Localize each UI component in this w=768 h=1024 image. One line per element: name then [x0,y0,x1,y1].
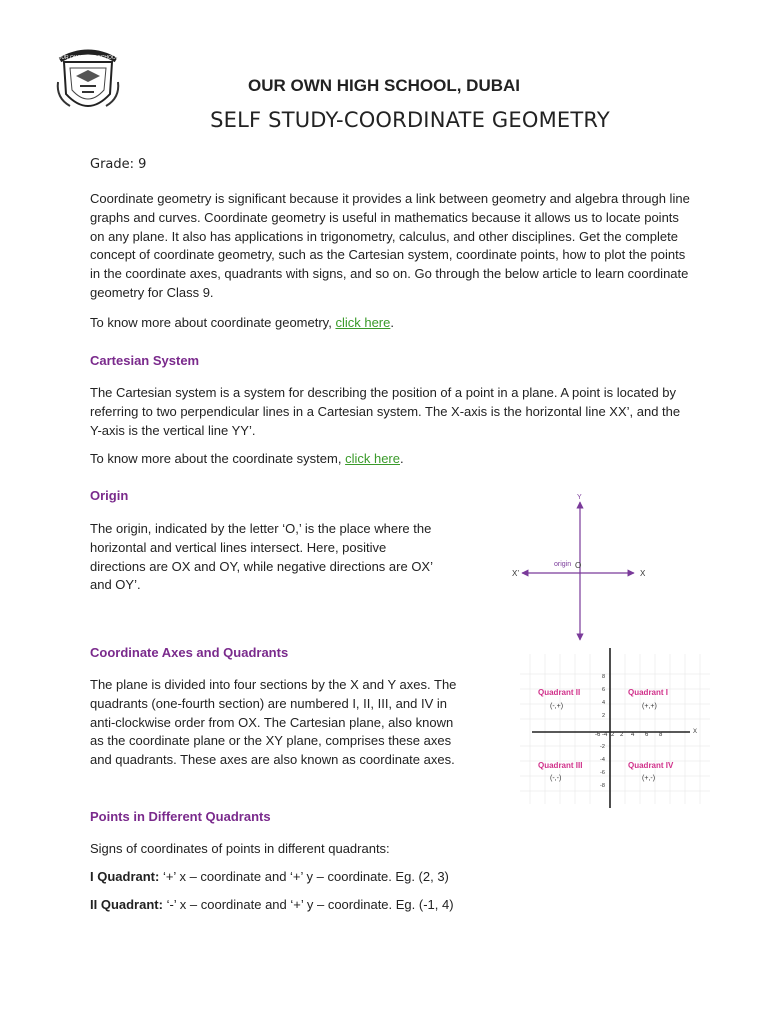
intro-more-suffix: . [390,315,394,330]
quadrant-ii-label: Quadrant II [538,688,581,697]
heading-cartesian: Cartesian System [90,353,200,368]
y-tick-label: 8 [602,674,606,680]
x-tick-label: 8 [659,732,663,738]
origin-word-label: origin [554,561,572,568]
quadrant-ii-sign: (-,+) [550,703,564,710]
origin-diagram [430,488,748,646]
x-tick-label: -6 [595,732,601,738]
quadrant-iii-label: Quadrant III [538,761,583,770]
origin-y-label: Y [577,494,582,501]
y-tick-label: -2 [600,744,605,750]
quadrant-i-label: Quadrant I [628,688,669,697]
cartesian-more-line [90,450,690,469]
points-row-label: I Quadrant: [90,869,160,884]
quadrant-diagram [470,644,750,810]
quadrant-grid [520,654,710,804]
points-row-text: ‘-’ x – coordinate and ‘+’ y – coordinate. Eg. (-1, 4) [162,897,454,912]
school-name: OUR OWN HIGH SCHOOL, DUBAI [248,76,520,95]
x-tick-label: 2 [620,732,624,738]
heading-axes-quadrants: Coordinate Axes and Quadrants [90,645,289,660]
points-row-q1 [90,869,449,884]
cartesian-more-suffix: . [400,451,404,466]
quadrant-x-label: X [693,729,698,735]
points-row-q2 [90,897,454,912]
logo-text: OUR OWN HIGH SCHOOL [57,55,119,61]
cartesian-paragraph: The Cartesian system is a system for describing the position of a point in a plane. A point is located by referring to two perpendicular lines in a Cartesian system. The X-axis is the horizontal line XX’, and the Y-axis is the vertical line YY’. [90,385,681,438]
origin-o-label: O [575,561,582,570]
cartesian-more-prefix: To know more about the coordinate system, [90,451,346,466]
quadrant-iv-sign: (+,-) [642,775,656,782]
y-tick-label: -6 [600,770,605,776]
y-tick-label: 4 [602,700,606,706]
points-row-label: II Quadrant: [90,897,163,912]
quadrant-i-sign: (+,+) [642,703,657,710]
y-tick-label: 6 [602,687,606,693]
points-row-text: ‘+’ x – coordinate and ‘+’ y – coordinate. Eg. (2, 3) [159,869,449,884]
heading-points: Points in Different Quadrants [90,809,271,824]
cartesian-click-here-link[interactable]: click here [345,451,400,466]
heading-origin: Origin [90,488,129,503]
x-tick-label: -2 [609,732,615,738]
origin-x-label: X [640,569,646,578]
quadrants-paragraph: The plane is divided into four sections by the X and Y axes. The quadrants (one-fourth section) are numbered I, II, III, and IV in anti-clockwise order from OX. The Cartesian plane, also known as the coordinate plane or the XY plane, comprises these axes and quadrants. These axes are also known as coordinate axes. [90,677,457,768]
grade-label: Grade: 9 [90,157,147,172]
y-tick-label: -4 [600,757,605,763]
intro-more-prefix: To know more about coordinate geometry, [90,315,336,330]
points-intro: Signs of coordinates of points in different quadrants: [90,841,390,856]
y-tick-label: -8 [600,783,605,789]
y-tick-label: 2 [602,713,606,719]
intro-paragraph: Coordinate geometry is significant because it provides a link between geometry and algebra through line graphs and curves. Coordinate geometry is useful in mathematics because it allows us to locate points on any plane. It also has applications in trigonometry, calculus, and other disciplines. Get the complete concept of coordinate geometry, such as the Cartesian system, coordinate points, how to plot the points in the coordinate axes, quadrants with signs, and so on. Go through the below article to learn coordinate geometry for Class 9. [90,191,690,300]
intro-click-here-link[interactable]: click here [335,315,391,330]
quadrant-iv-label: Quadrant IV [628,761,674,770]
intro-more-line [90,314,690,333]
x-tick-label: 6 [645,732,649,738]
page-title: SELF STUDY-COORDINATE GEOMETRY [210,108,610,132]
x-tick-label: 4 [631,732,635,738]
x-tick-label: -4 [602,732,608,738]
quadrant-iii-sign: (-,-) [550,775,562,782]
x-tick-labels [595,732,663,738]
origin-paragraph: The origin, indicated by the letter ‘O,’ is the place where the horizontal and vertical lines intersect. Here, positive directions are OX and OY, while negative directions are OX’ and OY’. [90,521,433,593]
origin-x-neg-label: X’ [512,569,520,578]
